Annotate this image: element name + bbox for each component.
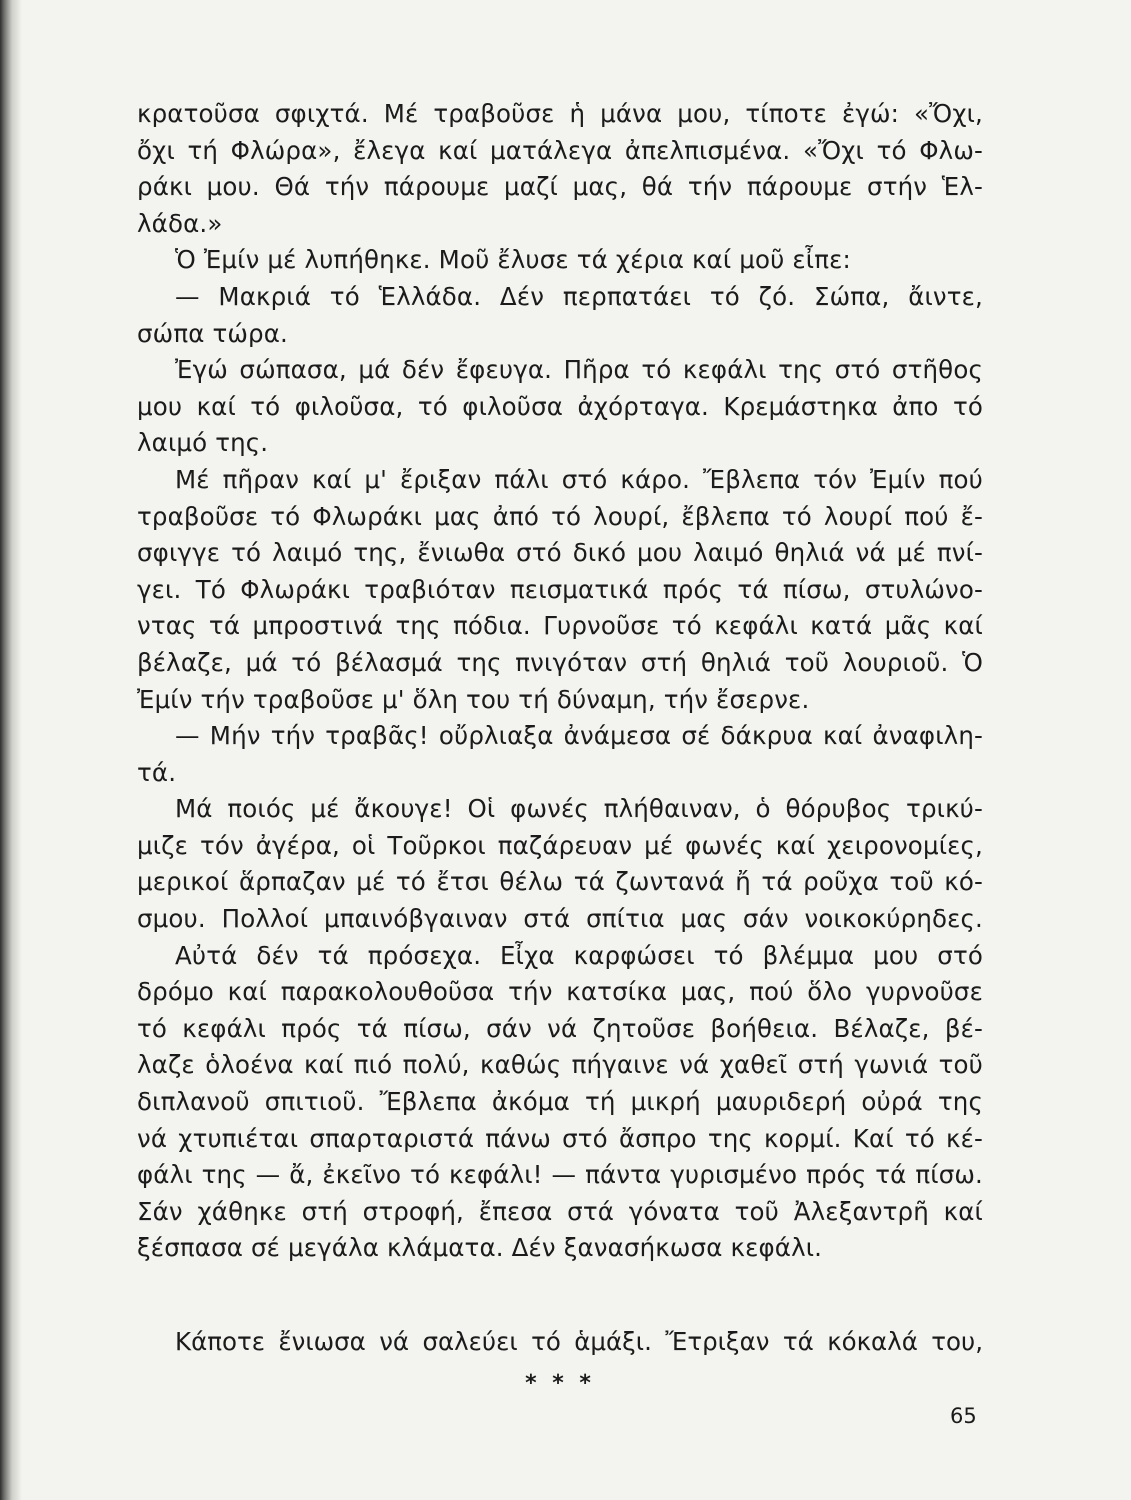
text-line: ντας τά μπροστινά της πόδια. Γυρνοῦσε τό κεφάλι κατά μᾶς καί [137, 611, 983, 641]
text-line: τραβοῦσε τό Φλωράκι μας ἀπό τό λουρί, ἔβλεπα τό λουρί πού ἔ- [137, 501, 983, 531]
text-line: γει. Τό Φλωράκι τραβιόταν πεισματικά πρός τά πίσω, στυλώνο- [137, 574, 983, 604]
text-line: Μέ πῆραν καί μ' ἔριξαν πάλι στό κάρο. Ἔβλεπα τόν Ἐμίν πού [175, 464, 983, 494]
text-line: βέλαζε, μά τό βέλασμά της πνιγόταν στή θηλιά τοῦ λουριοῦ. Ὁ [137, 647, 983, 677]
text-line: μου καί τό φιλοῦσα, τό φιλοῦσα ἀχόρταγα. Κρεμάστηκα ἀπο τό [137, 391, 983, 421]
text-line: λαζε ὁλοένα καί πιό πολύ, καθώς πήγαινε νά χαθεῖ στή γωνιά τοῦ [137, 1050, 983, 1080]
text-line: λάδα.» [137, 208, 223, 238]
text-line: κρατοῦσα σφιχτά. Μέ τραβοῦσε ἡ μάνα μου, τίποτε ἐγώ: «Ὄχι, [137, 99, 983, 128]
text-line: τά. [137, 757, 177, 787]
text-line: Ἐγώ σώπασα, μά δέν ἔφευγα. Πῆρα τό κεφάλι της στό στῆθος [175, 355, 983, 385]
text-line: μιζε τόν ἀγέρα, οἱ Τοῦρκοι παζάρευαν μέ φωνές καί χειρονομίες, [137, 830, 983, 860]
text-line: τό κεφάλι πρός τά πίσω, σάν νά ζητοῦσε βοήθεια. Βέλαζε, βέ- [137, 1013, 983, 1043]
text-line: ὄχι τή Φλώρα», ἔλεγα καί ματάλεγα ἀπελπισμένα. «Ὄχι τό Φλω- [137, 135, 983, 165]
text-line: διπλανοῦ σπιτιοῦ. Ἔβλεπα ἀκόμα τή μικρή μαυριδερή οὐρά της [137, 1087, 983, 1117]
text-line: Ἐμίν τήν τραβοῦσε μ' ὅλη του τή δύναμη, τήν ἔσερνε. [137, 684, 810, 714]
text-line: Σάν χάθηκε στή στροφή, ἔπεσα στά γόνατα τοῦ Ἀλεξαντρῆ καί [137, 1196, 983, 1226]
text-line: Αὐτά δέν τά πρόσεχα. Εἶχα καρφώσει τό βλέμμα μου στό [175, 940, 983, 970]
text-line: δρόμο καί παρακολουθοῦσα τήν κατσίκα μας, πού ὅλο γυρνοῦσε [137, 977, 983, 1007]
text-line: σώπα τώρα. [137, 318, 288, 348]
text-line: ξέσπασα σέ μεγάλα κλάματα. Δέν ξανασήκωσα κεφάλι. [137, 1233, 823, 1263]
text-line: φάλι της — ἄ, ἐκεῖνο τό κεφάλι! — πάντα γυρισμένο πρός τά πίσω. [137, 1160, 983, 1190]
section-separator: * * * [525, 1371, 595, 1396]
text-line: σφιγγε τό λαιμό της, ἔνιωθα στό δικό μου λαιμό θηλιά νά μέ πνί- [137, 538, 983, 568]
closing-line: Κάποτε ἔνιωσα νά σαλεύει τό ἁμάξι. Ἔτριξαν τά κόκαλά του, [175, 1327, 983, 1356]
text-line: — Μακριά τό Ἑλλάδα. Δέν περπατάει τό ζό. Σώπα, ἄιντε, [175, 281, 983, 311]
page-spine-edge [0, 0, 22, 1500]
text-line: σμου. Πολλοί μπαινόβγαιναν στά σπίτια μας σάν νοικοκύρηδες. [137, 904, 983, 934]
text-line: — Μήν τήν τραβᾶς! οὔρλιαξα ἀνάμεσα σέ δάκρυα καί ἀναφιλη- [175, 721, 983, 751]
text-line: Μά ποιός μέ ἄκουγε! Οἱ φωνές πλήθαιναν, ὁ θόρυβος τρικύ- [175, 794, 983, 824]
text-line: ράκι μου. Θά τήν πάρουμε μαζί μας, θά τήν πάρουμε στήν Ἑλ- [137, 172, 983, 202]
text-line: νά χτυπιέται σπαρταριστά πάνω στό ἄσπρο της κορμί. Καί τό κέ- [137, 1123, 983, 1153]
page-number: 65 [950, 1404, 977, 1428]
text-line: λαιμό της. [137, 428, 269, 458]
text-line: μερικοί ἅρπαζαν μέ τό ἔτσι θέλω τά ζωντανά ἤ τά ροῦχα τοῦ κό- [137, 867, 983, 897]
text-line: Ὁ Ἐμίν μέ λυπήθηκε. Μοῦ ἔλυσε τά χέρια καί μοῦ εἶπε: [175, 245, 851, 275]
